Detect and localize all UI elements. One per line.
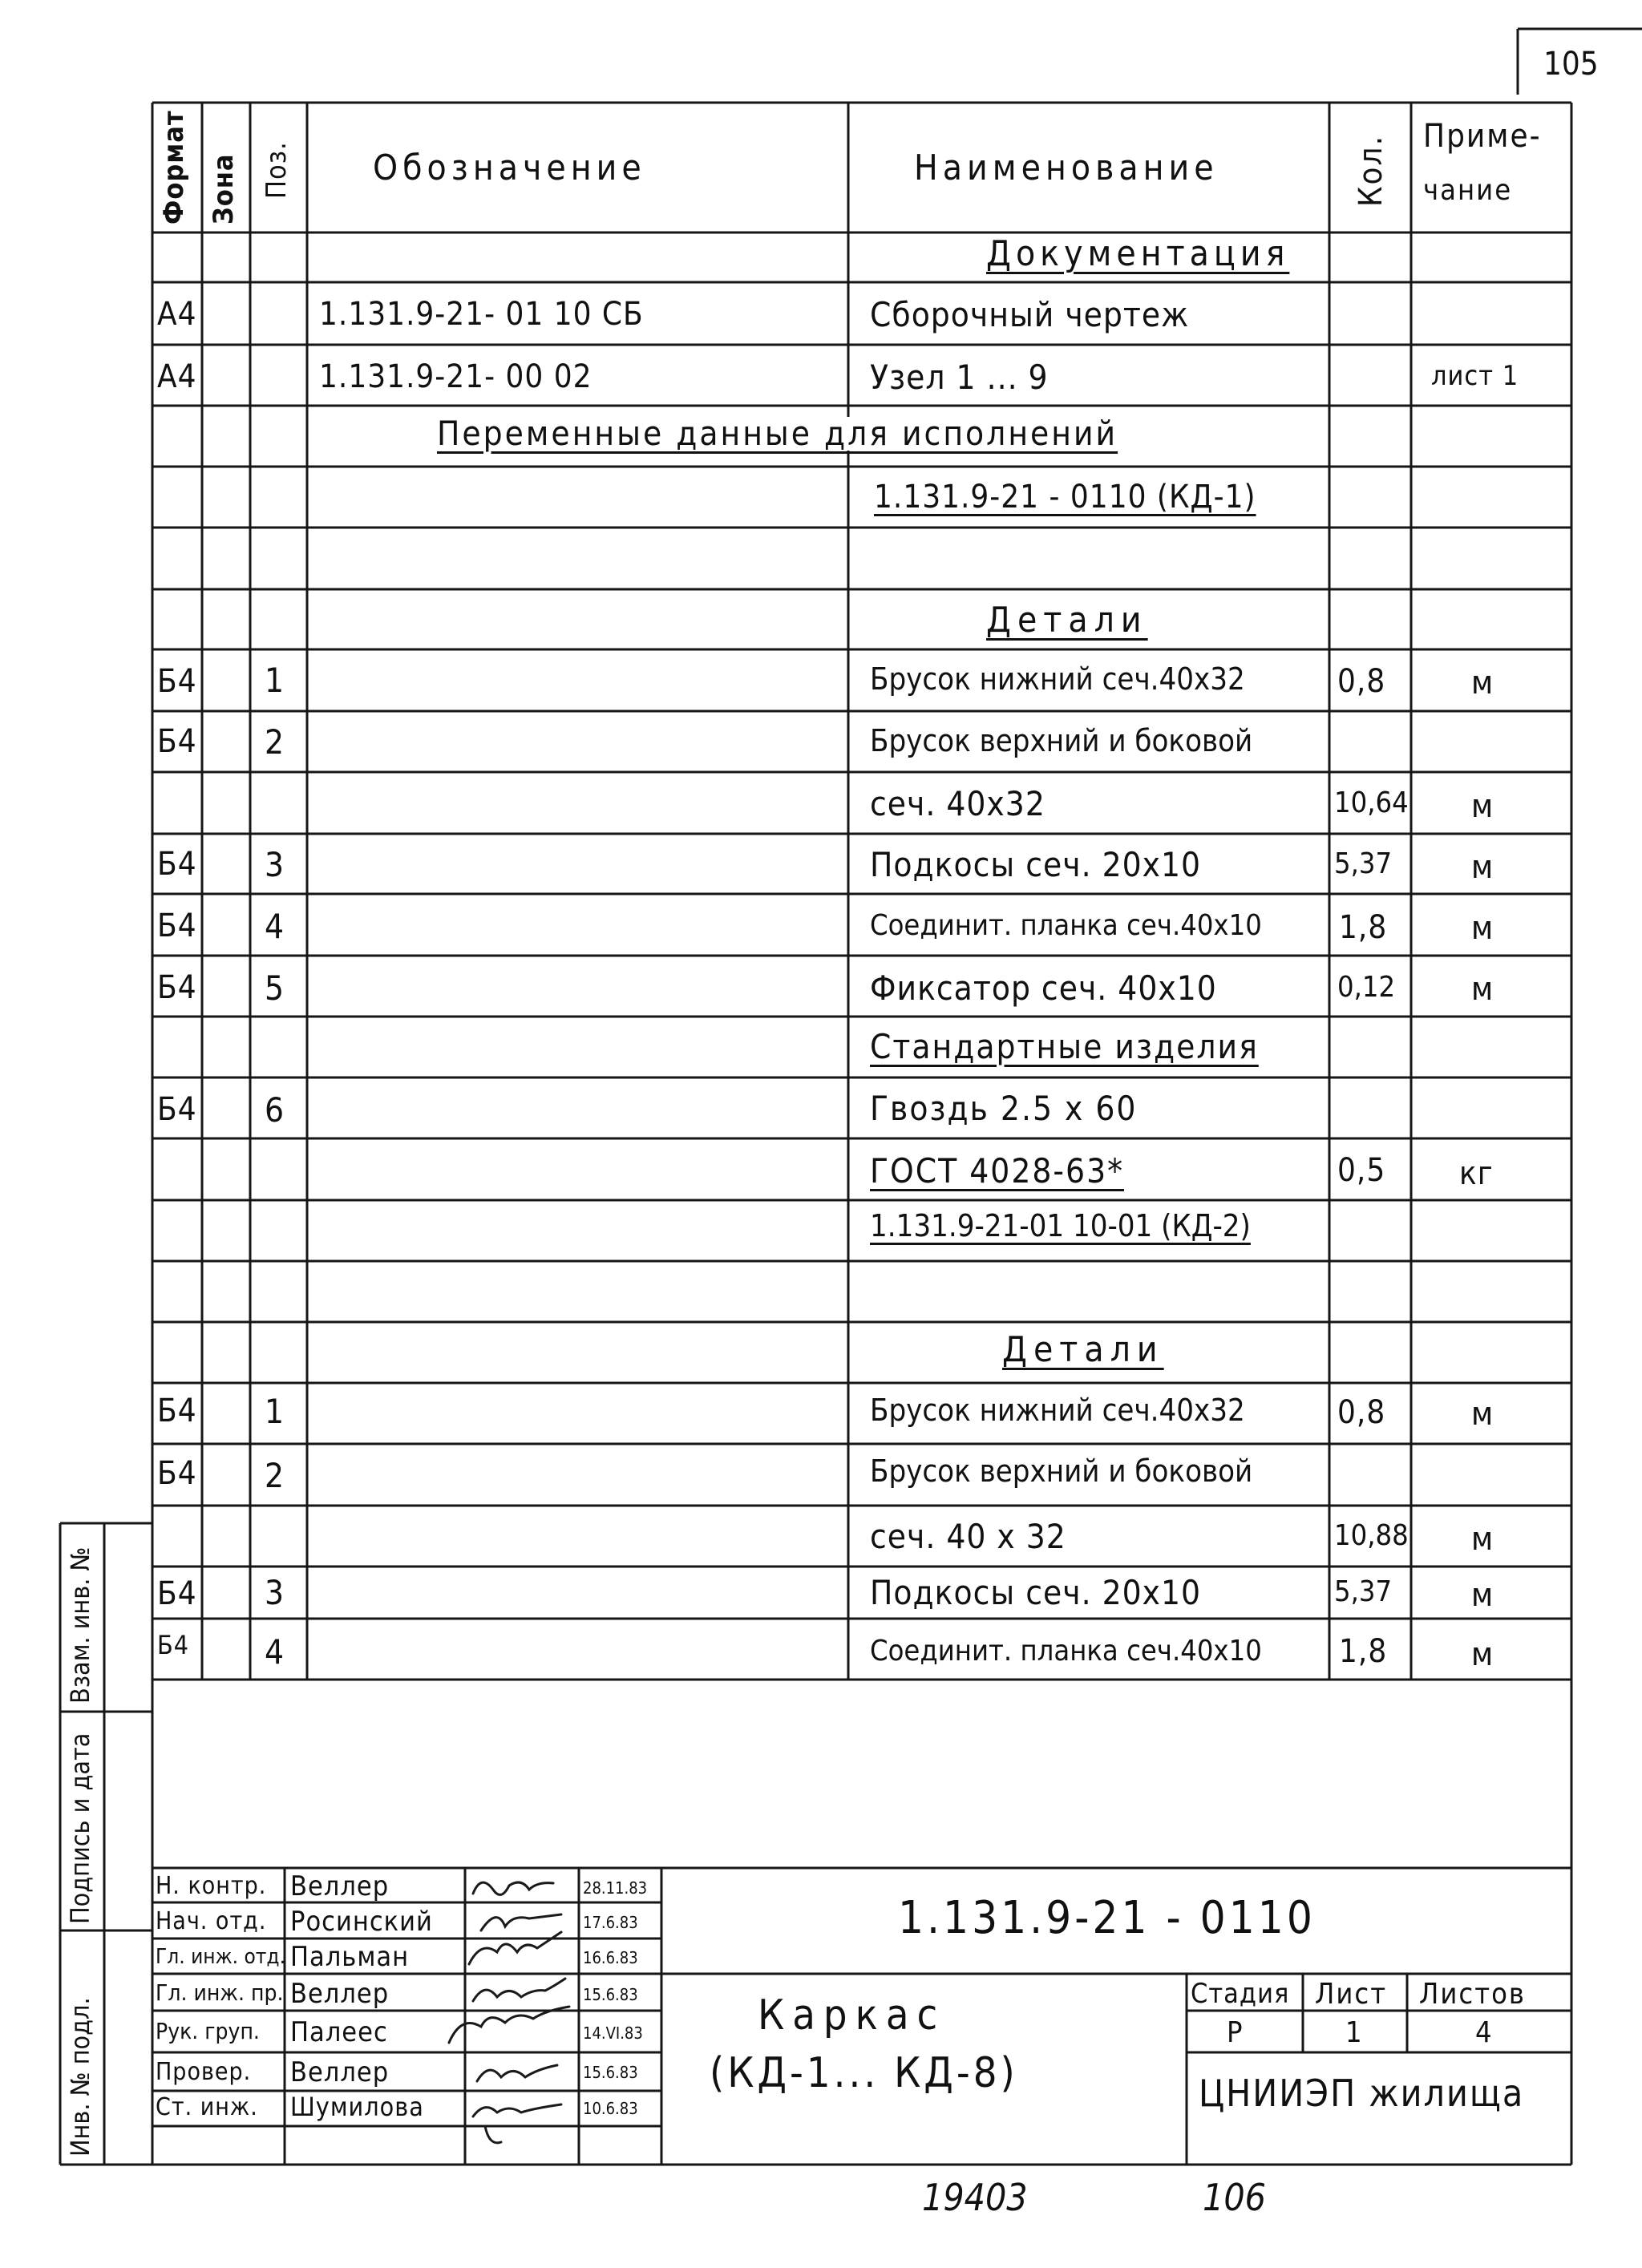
row-23-pos: 4 [265, 1632, 285, 1672]
row-8-pos: 2 [265, 722, 285, 762]
sig-4-name: Палеес [290, 2016, 388, 2048]
organization: ЦНИИЭП жилища [1199, 2072, 1525, 2115]
row-7-note: м [1471, 665, 1494, 701]
row-14-pos: 6 [265, 1090, 285, 1130]
row-14-format: Б4 [157, 1091, 197, 1128]
row-21-qty: 10,88 [1334, 1519, 1409, 1552]
row-23-name: Соединит. планка сеч.40х10 [870, 1635, 1262, 1668]
row-22-format: Б4 [157, 1575, 197, 1612]
sheet-number: 105 [1543, 46, 1599, 83]
header-zone: Зона [208, 153, 240, 224]
header-qty: Кол. [1353, 135, 1389, 207]
section-title-details-1: Детали [986, 600, 1148, 641]
row-12-pos: 5 [265, 968, 285, 1008]
row-2-name: Узел 1 ... 9 [870, 358, 1049, 397]
row-19-note: м [1471, 1396, 1494, 1433]
row-20-name: Брусок верхний и боковой [870, 1453, 1253, 1489]
section-title-documentation: Документация [986, 233, 1290, 274]
row-20-pos: 2 [265, 1456, 285, 1495]
section-title-standard: Стандартные изделия [870, 1027, 1259, 1066]
row-4-name: 1.131.9-21 - 0110 (КД-1) [874, 479, 1256, 515]
row-23-format: Б4 [157, 1630, 190, 1660]
row-7-pos: 1 [265, 661, 285, 700]
row-12-format: Б4 [157, 969, 197, 1006]
sig-5-date: 15.6.83 [583, 2063, 638, 2082]
row-2-note: лист 1 [1431, 360, 1519, 392]
header-format: Формат [158, 110, 190, 224]
sig-2-name: Пальман [290, 1941, 410, 1973]
sheets-label: Листов [1419, 1978, 1526, 2011]
row-22-pos: 3 [265, 1573, 285, 1612]
document-code: 1.131.9-21 - 0110 [898, 1892, 1316, 1944]
header-note-1: Приме- [1423, 118, 1542, 155]
row-7-qty: 0,8 [1337, 663, 1386, 700]
sig-3-date: 15.6.83 [583, 1985, 638, 2004]
sig-6-role: Ст. инж. [156, 2093, 258, 2121]
footer-number-left: 19403 [922, 2176, 1028, 2219]
section-title-details-2: Детали [1002, 1329, 1164, 1370]
sig-6-name: Шумилова [290, 2092, 424, 2122]
sig-0-role: Н. контр. [156, 1872, 267, 1900]
row-1-designation: 1.131.9-21- 01 10 СБ [319, 296, 644, 333]
row-15-name: ГОСТ 4028-63* [870, 1151, 1124, 1191]
row-19-qty: 0,8 [1337, 1394, 1386, 1431]
row-9-name: сеч. 40х32 [870, 784, 1045, 823]
sig-5-name: Веллер [290, 2056, 390, 2088]
header-pos: Поз. [261, 141, 293, 199]
row-14-name: Гвоздь 2.5 х 60 [870, 1089, 1138, 1128]
sig-2-role: Гл. инж. отд. [156, 1945, 286, 1969]
header-designation: Обозначение [373, 148, 646, 188]
row-16-name: 1.131.9-21-01 10-01 (КД-2) [870, 1208, 1251, 1243]
row-11-note: м [1471, 910, 1494, 947]
footer-number-right: 106 [1203, 2176, 1266, 2219]
sig-1-name: Росинский [290, 1906, 433, 1938]
title-line-2: (КД-1... КД-8) [710, 2049, 1018, 2097]
sig-1-role: Нач. отд. [156, 1907, 267, 1935]
header-name: Наименование [914, 148, 1219, 188]
row-19-pos: 1 [265, 1392, 285, 1431]
row-22-qty: 5,37 [1334, 1575, 1393, 1608]
row-7-name: Брусок нижний сеч.40х32 [870, 661, 1245, 697]
row-23-note: м [1471, 1636, 1494, 1673]
row-21-note: м [1471, 1521, 1494, 1558]
sig-4-role: Рук. груп. [156, 2018, 260, 2044]
sig-0-name: Веллер [290, 1870, 390, 1902]
row-8-format: Б4 [157, 723, 197, 760]
row-10-format: Б4 [157, 846, 197, 883]
row-9-qty: 10,64 [1334, 786, 1409, 819]
sig-6-date: 10.6.83 [583, 2099, 638, 2118]
sheet-label: Лист [1315, 1978, 1388, 2011]
row-23-qty: 1,8 [1339, 1633, 1388, 1670]
row-12-qty: 0,12 [1337, 971, 1396, 1004]
row-10-name: Подкосы сеч. 20х10 [870, 845, 1202, 884]
row-10-pos: 3 [265, 845, 285, 884]
row-22-note: м [1471, 1577, 1494, 1614]
row-21-name: сеч. 40 х 32 [870, 1517, 1066, 1556]
row-8-name: Брусок верхний и боковой [870, 723, 1253, 758]
row-7-format: Б4 [157, 663, 197, 700]
side-inv-podl: Инв. № подл. [65, 1997, 95, 2157]
row-12-note: м [1471, 971, 1494, 1008]
side-vzam-inv: Взам. инв. № [65, 1546, 95, 1704]
sig-5-role: Провер. [156, 2058, 252, 2086]
stage-value: Р [1227, 2016, 1244, 2049]
sheets-value: 4 [1475, 2016, 1493, 2049]
sig-1-date: 17.6.83 [583, 1913, 638, 1932]
row-11-qty: 1,8 [1339, 909, 1388, 946]
row-9-note: м [1471, 788, 1494, 825]
row-19-name: Брусок нижний сеч.40х32 [870, 1393, 1245, 1428]
row-2-designation: 1.131.9-21- 00 02 [319, 358, 592, 395]
row-19-format: Б4 [157, 1393, 197, 1429]
row-15-note: кг [1459, 1155, 1494, 1192]
row-22-name: Подкосы сеч. 20х10 [870, 1573, 1202, 1612]
stage-label: Стадия [1191, 1978, 1290, 2010]
row-10-note: м [1471, 849, 1494, 886]
sheet-value: 1 [1345, 2016, 1363, 2049]
sig-2-date: 16.6.83 [583, 1948, 638, 1967]
header-note-2: чание [1423, 174, 1513, 207]
sig-0-date: 28.11.83 [583, 1878, 648, 1898]
sig-3-name: Веллер [290, 1978, 390, 2010]
row-11-format: Б4 [157, 908, 197, 944]
row-10-qty: 5,37 [1334, 847, 1393, 880]
variable-data-heading: Переменные данные для исполнений [437, 414, 1118, 453]
side-sign-date: Подпись и дата [65, 1732, 95, 1924]
row-15-qty: 0,5 [1337, 1152, 1386, 1189]
row-20-format: Б4 [157, 1455, 197, 1492]
title-line-1: Каркас [758, 1991, 946, 2040]
sig-4-date: 14.VI.83 [583, 2023, 643, 2043]
row-11-pos: 4 [265, 907, 285, 946]
row-11-name: Соединит. планка сеч.40х10 [870, 909, 1262, 942]
row-1-format: А4 [157, 296, 197, 333]
row-1-name: Сборочный чертеж [870, 295, 1190, 334]
sig-3-role: Гл. инж. пр. [156, 1979, 284, 2006]
row-2-format: А4 [157, 358, 197, 395]
row-12-name: Фиксатор сеч. 40х10 [870, 968, 1217, 1008]
